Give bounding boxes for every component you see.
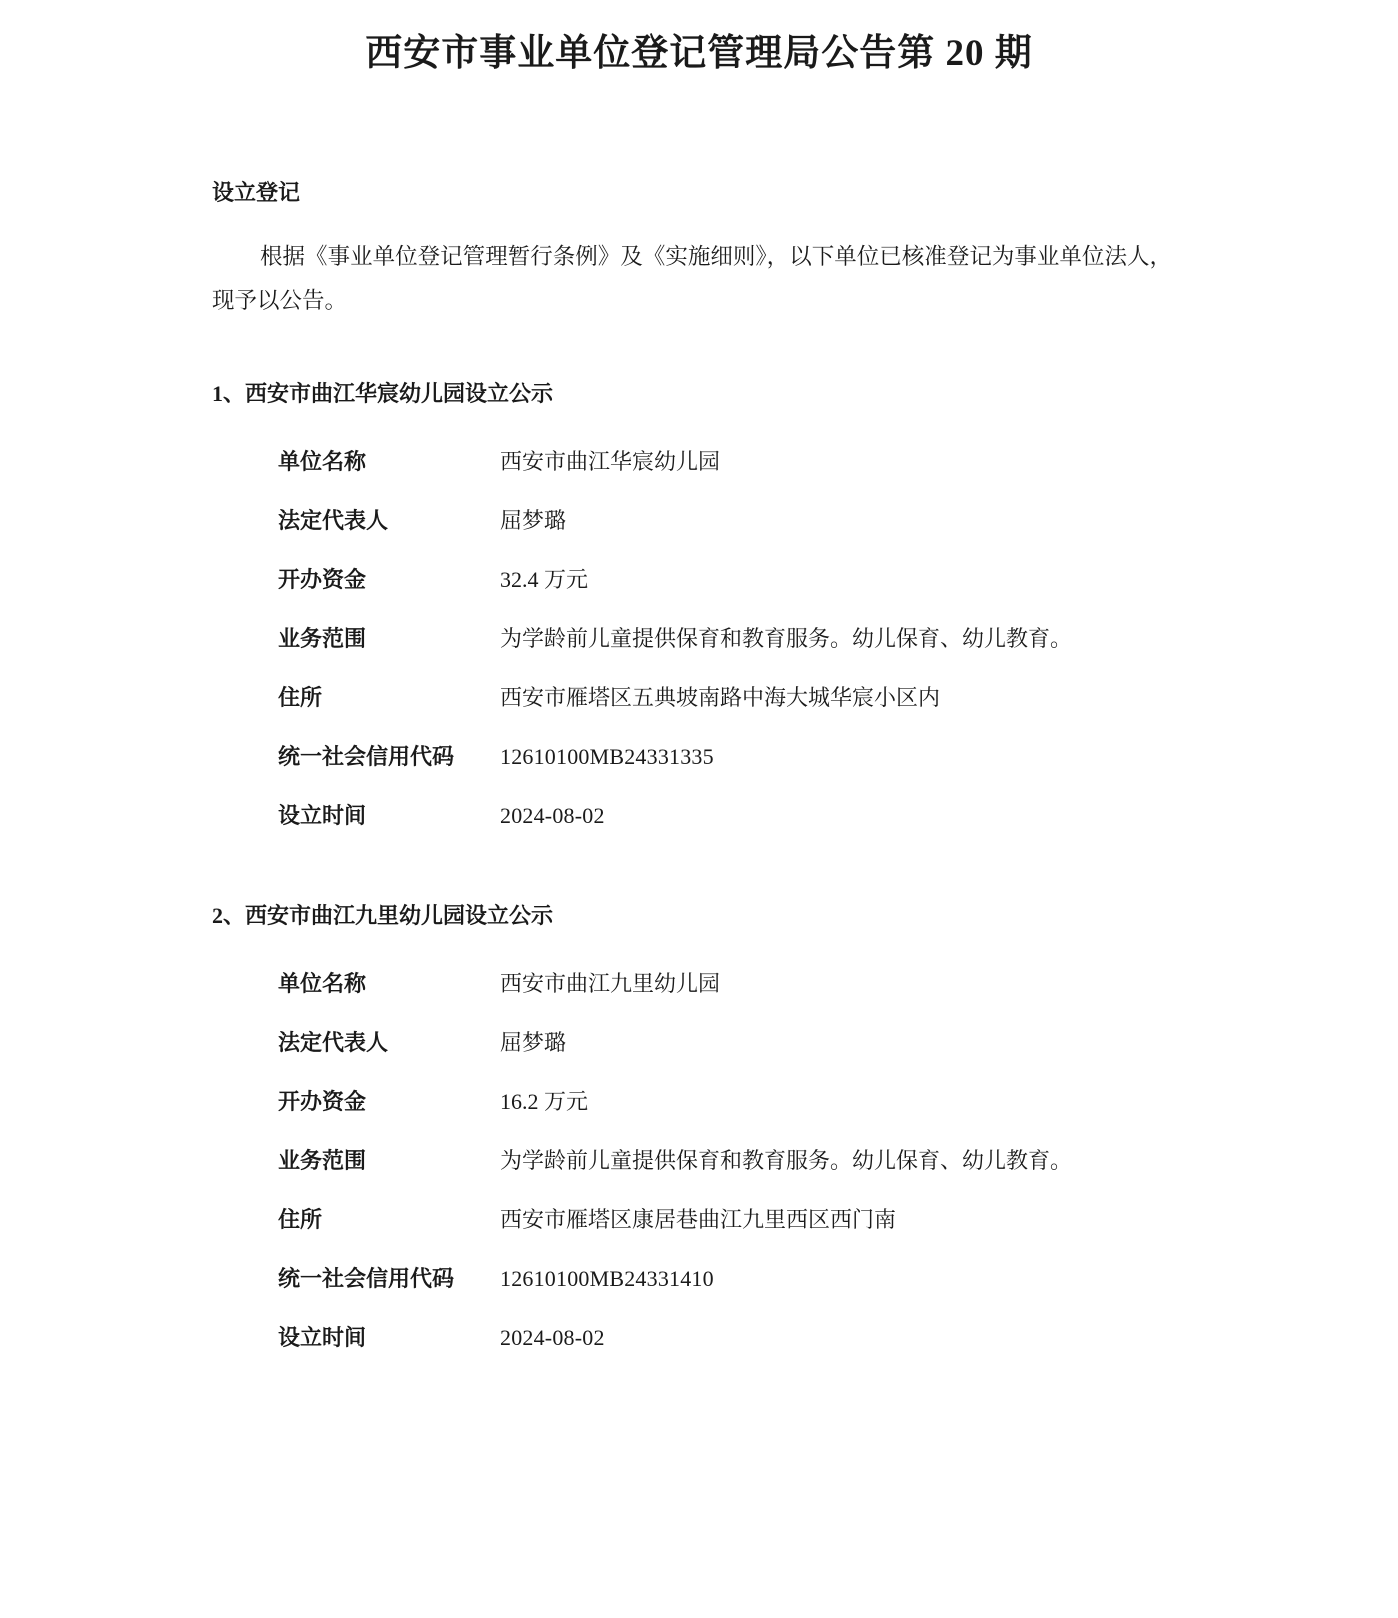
field-value-business-scope: 为学龄前儿童提供保育和教育服务。幼儿保育、幼儿教育。	[500, 1147, 1073, 1173]
field-value-startup-funds: 16.2 万元	[500, 1088, 589, 1114]
field-label-address: 住所	[278, 1206, 323, 1232]
document-page	[0, 18, 1398, 1367]
field-label-credit-code: 统一社会信用代码	[278, 743, 455, 769]
field-label-address: 住所	[278, 684, 323, 710]
field-value-address: 西安市雁塔区康居巷曲江九里西区西门南	[500, 1206, 897, 1232]
field-row-legal-representative	[278, 491, 1398, 550]
field-row-business-scope	[278, 1131, 1398, 1190]
field-row-name	[278, 954, 1398, 1013]
field-label-established-date: 设立时间	[278, 802, 367, 828]
field-value-credit-code: 12610100MB24331335	[500, 743, 714, 769]
field-value-startup-funds: 32.4 万元	[500, 566, 589, 592]
entry-fields	[0, 954, 1398, 1367]
field-row-address	[278, 1190, 1398, 1249]
field-value-credit-code: 12610100MB24331410	[500, 1265, 714, 1291]
field-label-name: 单位名称	[278, 448, 367, 474]
field-row-established-date	[278, 1308, 1398, 1367]
entry-title: 1、西安市曲江华宸幼儿园设立公示	[212, 380, 554, 406]
page-title: 西安市事业单位登记管理局公告第 20 期	[365, 33, 1033, 74]
intro-text: 根据《事业单位登记管理暂行条例》及《实施细则》，以下单位已核准登记为事业单位法人，现予以公告。	[212, 243, 1172, 313]
field-label-legal-representative: 法定代表人	[278, 1029, 389, 1055]
field-row-startup-funds	[278, 1072, 1398, 1131]
field-label-startup-funds: 开办资金	[278, 1088, 367, 1114]
section-heading-registration: 设立登记	[212, 179, 301, 205]
entry-2	[0, 899, 1398, 1367]
field-value-established-date: 2024-08-02	[500, 1324, 605, 1350]
field-value-legal-representative: 屈梦璐	[500, 507, 567, 533]
field-label-business-scope: 业务范围	[278, 625, 367, 651]
field-label-name: 单位名称	[278, 970, 367, 996]
field-value-established-date: 2024-08-02	[500, 802, 605, 828]
field-row-credit-code	[278, 1249, 1398, 1308]
field-value-name: 西安市曲江九里幼儿园	[500, 970, 721, 996]
field-row-business-scope	[278, 609, 1398, 668]
field-row-startup-funds	[278, 550, 1398, 609]
field-label-established-date: 设立时间	[278, 1324, 367, 1350]
field-label-business-scope: 业务范围	[278, 1147, 367, 1173]
field-label-legal-representative: 法定代表人	[278, 507, 389, 533]
field-row-established-date	[278, 786, 1398, 845]
field-label-credit-code: 统一社会信用代码	[278, 1265, 455, 1291]
field-label-startup-funds: 开办资金	[278, 566, 367, 592]
field-row-name	[278, 432, 1398, 491]
entry-fields	[0, 432, 1398, 845]
field-row-address	[278, 668, 1398, 727]
field-value-address: 西安市雁塔区五典坡南路中海大城华宸小区内	[500, 684, 941, 710]
entry-1	[0, 377, 1398, 845]
field-value-legal-representative: 屈梦璐	[500, 1029, 567, 1055]
entry-title: 2、西安市曲江九里幼儿园设立公示	[212, 902, 554, 928]
field-row-credit-code	[278, 727, 1398, 786]
field-value-business-scope: 为学龄前儿童提供保育和教育服务。幼儿保育、幼儿教育。	[500, 625, 1073, 651]
intro-paragraph	[212, 235, 1172, 323]
field-value-name: 西安市曲江华宸幼儿园	[500, 448, 721, 474]
field-row-legal-representative	[278, 1013, 1398, 1072]
